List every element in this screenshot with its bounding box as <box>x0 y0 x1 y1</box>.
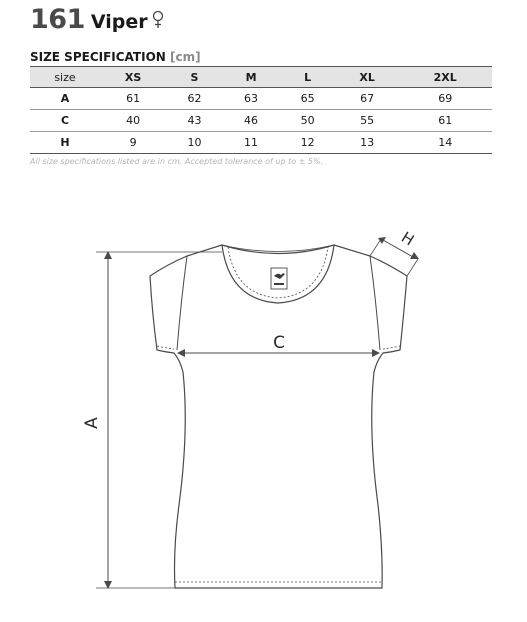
table-cell: 69 <box>398 88 492 110</box>
row-label: C <box>30 110 100 132</box>
table-cell: 10 <box>166 132 223 154</box>
table-cell: 14 <box>398 132 492 154</box>
row-label: H <box>30 132 100 154</box>
table-cell: 12 <box>279 132 336 154</box>
tshirt-outline <box>150 245 407 588</box>
tolerance-note: All size specifications listed are in cm. Accepted tolerance of up to ± 5%. <box>30 157 324 166</box>
table-cell: 9 <box>100 132 166 154</box>
table-cell: 40 <box>100 110 166 132</box>
table-cell: 46 <box>223 110 280 132</box>
table-cell: 55 <box>336 110 399 132</box>
table-cell: 50 <box>279 110 336 132</box>
table-cell: 43 <box>166 110 223 132</box>
table-cell: 61 <box>100 88 166 110</box>
size-spec-unit: [cm] <box>170 50 201 64</box>
size-table-header: M <box>223 67 280 88</box>
size-table-header: XL <box>336 67 399 88</box>
model-number: 161 <box>30 4 85 35</box>
size-table-header: size <box>30 67 100 88</box>
size-table-header: 2XL <box>398 67 492 88</box>
dimension-a-label: A <box>82 417 102 429</box>
table-cell: 65 <box>279 88 336 110</box>
size-spec-title-text: SIZE SPECIFICATION <box>30 50 166 64</box>
dimension-h-label: H <box>398 228 418 250</box>
size-table-header: S <box>166 67 223 88</box>
table-cell: 11 <box>223 132 280 154</box>
model-name: Viper <box>90 11 148 33</box>
size-table-header: L <box>279 67 336 88</box>
table-cell: 13 <box>336 132 399 154</box>
dimension-a <box>96 251 222 589</box>
bird-logo-icon <box>271 268 287 289</box>
dimension-c-label: C <box>273 333 285 353</box>
table-cell: 67 <box>336 88 399 110</box>
table-cell: 62 <box>166 88 223 110</box>
size-table-header: XS <box>100 67 166 88</box>
row-label: A <box>30 88 100 110</box>
table-cell: 63 <box>223 88 280 110</box>
table-cell: 61 <box>398 110 492 132</box>
